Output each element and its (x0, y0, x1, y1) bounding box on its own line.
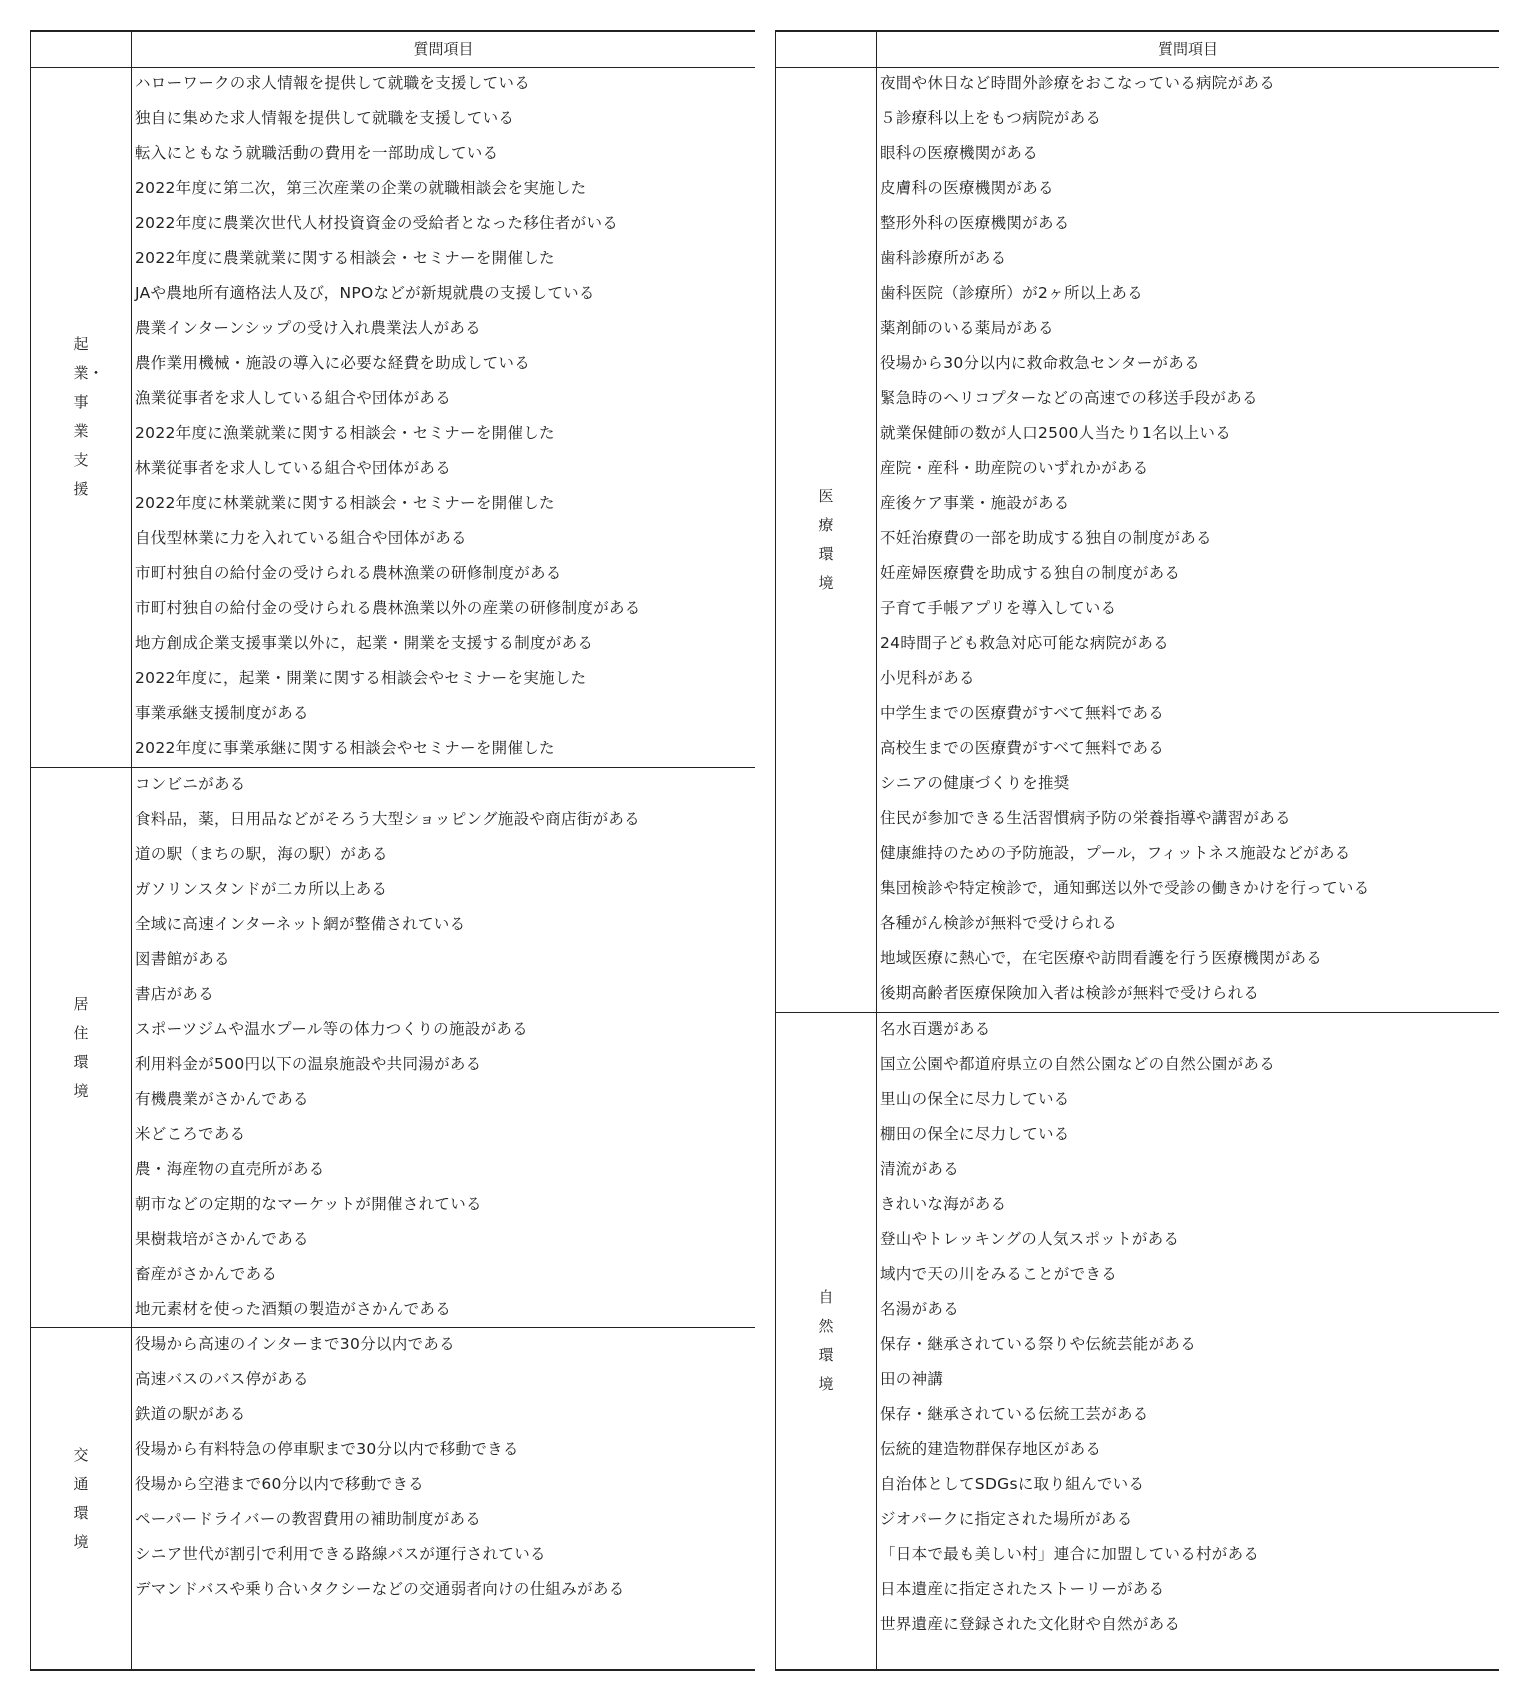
table-header (31, 32, 755, 68)
question-item: 2022年度に林業就業に関する相談会・セミナーを開催した (135, 494, 555, 512)
question-item: 2022年度に農業次世代人材投資資金の受給者となった移住者がいる (135, 214, 619, 232)
question-item: 有機農業がさかんである (135, 1090, 309, 1108)
question-item: 子育て手帳アプリを導入している (880, 599, 1117, 617)
question-item: 漁業従事者を求人している組合や団体がある (135, 389, 452, 407)
question-item: 後期高齢者医療保険加入者は検診が無料で受けられる (880, 984, 1260, 1002)
category-section (776, 67, 1499, 1012)
question-item: 小児科がある (880, 669, 975, 687)
question-item: 24時間子ども救急対応可能な病院がある (880, 634, 1169, 652)
question-item: JAや農地所有適格法人及び，NPOなどが新規就農の支援している (135, 284, 595, 302)
category-label-cell (776, 1013, 876, 1669)
question-item: コンビニがある (135, 775, 246, 793)
question-item: 独自に集めた求人情報を提供して就職を支援している (135, 109, 515, 127)
question-item: シニア世代が割引で利用できる路線バスが運行されている (135, 1545, 546, 1563)
question-item: 果樹栽培がさかんである (135, 1230, 309, 1248)
question-item: 農業インターンシップの受け入れ農業法人がある (135, 319, 481, 337)
question-item: 2022年度に農業就業に関する相談会・セミナーを開催した (135, 249, 555, 267)
question-item: 高校生までの医療費がすべて無料である (880, 739, 1165, 757)
question-item: 役場から空港まで60分以内で移動できる (135, 1475, 424, 1493)
question-item: 就業保健師の数が人口2500人当たり1名以上いる (880, 424, 1232, 442)
question-item: 朝市などの定期的なマーケットが開催されている (135, 1195, 482, 1213)
question-item: 清流がある (880, 1160, 960, 1178)
question-item: 地方創成企業支援事業以外に，起業・開業を支援する制度がある (135, 634, 594, 652)
category-label: 起業・事業支援 (73, 335, 104, 498)
category-label-cell (31, 768, 131, 1327)
question-item: 自伐型林業に力を入れている組合や団体がある (135, 529, 467, 547)
question-item: 役場から30分以内に救命救急センターがある (880, 354, 1200, 372)
question-item: 「日本で最も美しい村」連合に加盟している村がある (880, 1545, 1260, 1563)
question-item: 地元素材を使った酒類の製造がさかんである (135, 1300, 452, 1318)
question-item: 産後ケア事業・施設がある (880, 494, 1070, 512)
question-item: 登山やトレッキングの人気スポットがある (880, 1230, 1180, 1248)
question-item: 歯科医院（診療所）が2ヶ所以上ある (880, 284, 1143, 302)
question-item: 保存・継承されている伝統工芸がある (880, 1405, 1149, 1423)
category-section (31, 767, 755, 1327)
question-item: スポーツジムや温水プール等の体力つくりの施設がある (135, 1020, 528, 1038)
question-item: 健康維持のための予防施設，プール，フィットネス施設などがある (880, 844, 1351, 862)
question-item: 田の神講 (880, 1370, 944, 1388)
question-item: 緊急時のヘリコプターなどの高速での移送手段がある (880, 389, 1258, 407)
question-item: ガソリンスタンドが二カ所以上ある (135, 880, 388, 898)
question-item: ５診療科以上をもつ病院がある (880, 109, 1102, 127)
question-item: 不妊治療費の一部を助成する独自の制度がある (880, 529, 1212, 547)
question-item: 棚田の保全に尽力している (880, 1125, 1070, 1143)
question-item: ペーパードライバーの教習費用の補助制度がある (135, 1510, 482, 1528)
category-label-cell (31, 67, 131, 767)
question-item: 食料品，薬，日用品などがそろう大型ショッピング施設や商店街がある (135, 810, 640, 828)
question-item: 2022年度に，起業・開業に関する相談会やセミナーを実施した (135, 669, 587, 687)
question-item: 歯科診療所がある (880, 249, 1007, 267)
question-item: 皮膚科の医療機関がある (880, 179, 1054, 197)
question-item: ジオパークに指定された場所がある (880, 1510, 1133, 1528)
question-item: 地域医療に熱心で，在宅医療や訪問看護を行う医療機関がある (880, 949, 1323, 967)
category-label: 自然環境 (818, 1288, 834, 1393)
right-question-table (775, 30, 1499, 1671)
category-label: 医療環境 (818, 486, 834, 592)
header-label: 質問項目 (413, 40, 474, 58)
question-item: 2022年度に第二次，第三次産業の企業の就職相談会を実施した (135, 179, 587, 197)
question-item: 市町村独自の給付金の受けられる農林漁業の研修制度がある (135, 564, 562, 582)
table-header (776, 32, 1499, 68)
category-section (776, 1012, 1499, 1669)
question-item: 域内で天の川をみることができる (880, 1265, 1118, 1283)
question-item: 保存・継承されている祭りや伝統芸能がある (880, 1335, 1197, 1353)
question-item: 住民が参加できる生活習慣病予防の栄養指導や講習がある (880, 809, 1291, 827)
question-item: 役場から有料特急の停車駅まで30分以内で移動できる (135, 1440, 519, 1458)
question-item: 整形外科の医療機関がある (880, 214, 1070, 232)
question-item: 中学生までの医療費がすべて無料である (880, 704, 1165, 722)
category-label-cell (776, 67, 876, 1012)
header-label: 質問項目 (1157, 40, 1218, 58)
question-item: きれいな海がある (880, 1195, 1007, 1213)
question-item: シニアの健康づくりを推奨 (880, 774, 1070, 792)
question-item: 農・海産物の直売所がある (135, 1160, 325, 1178)
question-item: 高速バスのバス停がある (135, 1370, 309, 1388)
question-item: 全域に高速インターネット網が整備されている (135, 915, 466, 933)
question-item: 事業承継支援制度がある (135, 704, 309, 722)
question-item: 眼科の医療機関がある (880, 144, 1039, 162)
question-item: 役場から高速のインターまで30分以内である (135, 1335, 455, 1353)
question-item: 里山の保全に尽力している (880, 1090, 1070, 1108)
question-item: 農作業用機械・施設の導入に必要な経費を助成している (135, 354, 531, 372)
question-item: 各種がん検診が無料で受けられる (880, 914, 1118, 932)
question-item: 国立公園や都道府県立の自然公園などの自然公園がある (880, 1055, 1276, 1073)
category-section (31, 67, 755, 767)
question-item: 米どころである (135, 1125, 246, 1143)
question-item: 道の駅（まちの駅，海の駅）がある (135, 845, 388, 863)
question-item: 畜産がさかんである (135, 1265, 278, 1283)
question-item: 図書館がある (135, 950, 230, 968)
question-item: 名湯がある (880, 1300, 960, 1318)
question-item: 転入にともなう就職活動の費用を一部助成している (135, 144, 499, 162)
question-item: 伝統的建造物群保存地区がある (880, 1440, 1102, 1458)
left-question-table (30, 30, 755, 1671)
question-item: 集団検診や特定検診で，通知郵送以外で受診の働きかけを行っている (880, 879, 1370, 897)
question-item: 薬剤師のいる薬局がある (880, 319, 1054, 337)
question-item: 書店がある (135, 985, 215, 1003)
question-item: ハローワークの求人情報を提供して就職を支援している (135, 74, 531, 92)
category-label-cell (31, 1328, 131, 1669)
question-item: 日本遺産に指定されたストーリーがある (880, 1580, 1165, 1598)
question-item: 利用料金が500円以下の温泉施設や共同湯がある (135, 1055, 482, 1073)
question-item: 市町村独自の給付金の受けられる農林漁業以外の産業の研修制度がある (135, 599, 641, 617)
category-label: 交通環境 (73, 1445, 89, 1551)
category-section (31, 1327, 755, 1669)
question-item: 2022年度に漁業就業に関する相談会・セミナーを開催した (135, 424, 555, 442)
question-item: デマンドバスや乗り合いタクシーなどの交通弱者向けの仕組みがある (135, 1580, 625, 1598)
question-item: 林業従事者を求人している組合や団体がある (135, 459, 452, 477)
category-label: 居住環境 (73, 994, 89, 1100)
question-item: 世界遺産に登録された文化財や自然がある (880, 1615, 1181, 1633)
question-item: 鉄道の駅がある (135, 1405, 246, 1423)
question-item: 妊産婦医療費を助成する独自の制度がある (880, 564, 1181, 582)
question-item: 2022年度に事業承継に関する相談会やセミナーを開催した (135, 739, 555, 757)
question-item: 産院・産科・助産院のいずれかがある (880, 459, 1149, 477)
question-item: 名水百選がある (880, 1020, 991, 1038)
question-item: 自治体としてSDGsに取り組んでいる (880, 1475, 1145, 1493)
question-item: 夜間や休日など時間外診療をおこなっている病院がある (880, 74, 1276, 92)
